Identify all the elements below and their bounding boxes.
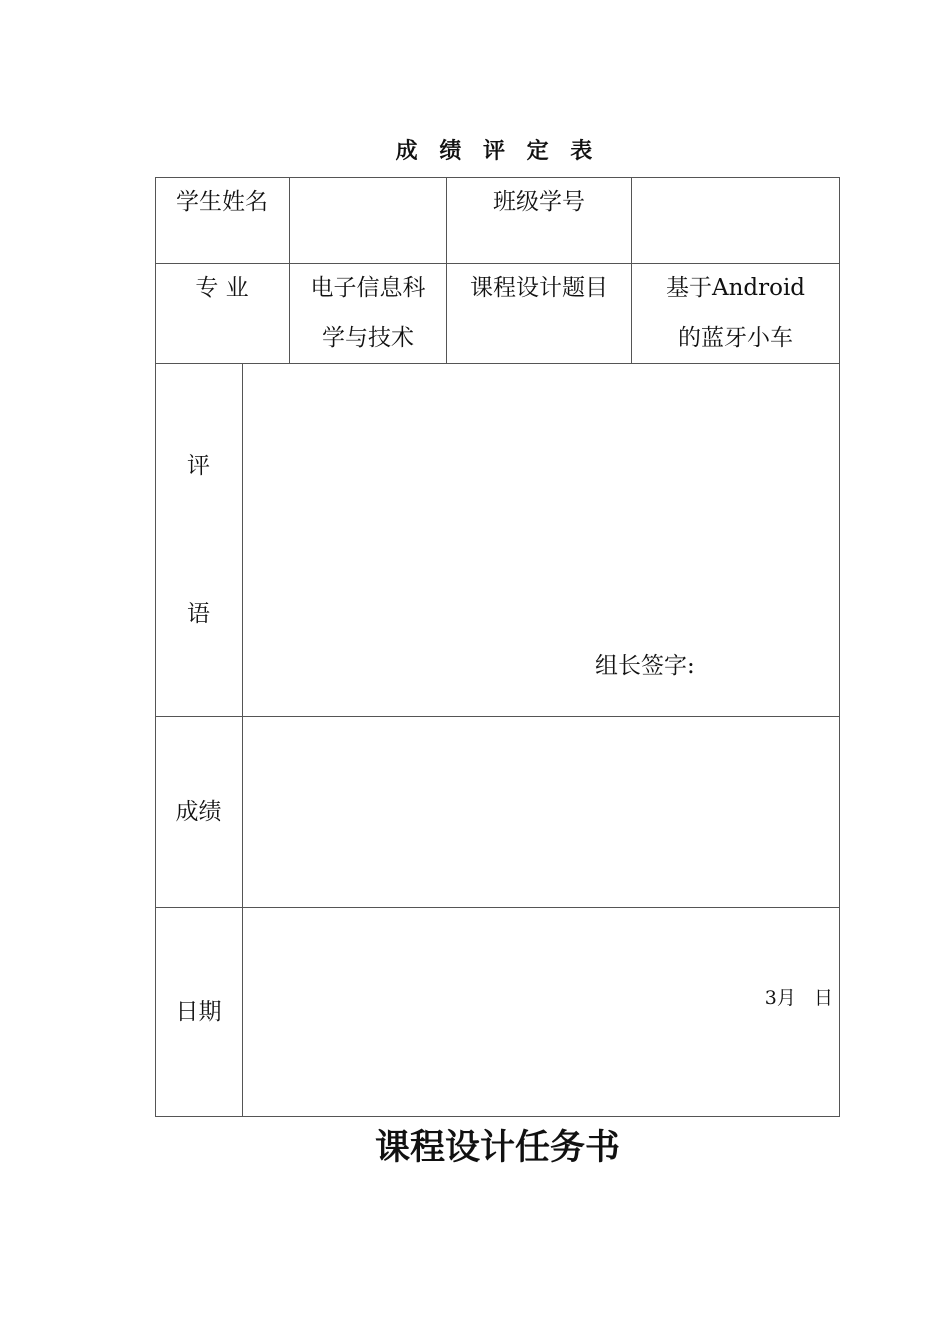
grade-area[interactable] bbox=[243, 717, 839, 907]
date-label: 日期 bbox=[175, 999, 222, 1025]
next-section-title: 课程设计任务书 bbox=[374, 1128, 620, 1168]
comment-area[interactable] bbox=[243, 364, 839, 716]
table-border-left bbox=[155, 177, 156, 1117]
topic-value-line1: 基于Android bbox=[665, 275, 806, 301]
major-value-line1: 电子信息科 bbox=[310, 275, 426, 301]
class-id-label: 班级学号 bbox=[493, 189, 585, 215]
comment-label-2: 语 bbox=[187, 601, 210, 627]
form-title: 成 绩 评 定 表 bbox=[395, 139, 600, 164]
major-label: 专 业 bbox=[195, 275, 249, 301]
comment-label-1: 评 bbox=[187, 453, 210, 479]
grade-evaluation-table bbox=[155, 177, 840, 1117]
topic-value-line2: 的蓝牙小车 bbox=[678, 325, 793, 351]
grade-label: 成绩 bbox=[175, 799, 222, 825]
leader-signature-label: 组长签字: bbox=[595, 653, 695, 679]
major-value-line2: 学与技术 bbox=[322, 325, 414, 351]
table-border-right bbox=[839, 177, 840, 1117]
topic-label: 课程设计题目 bbox=[470, 275, 608, 301]
table-border-bottom bbox=[155, 1116, 840, 1117]
date-value: 3月 日 bbox=[764, 987, 833, 1009]
student-name-label: 学生姓名 bbox=[176, 189, 268, 215]
